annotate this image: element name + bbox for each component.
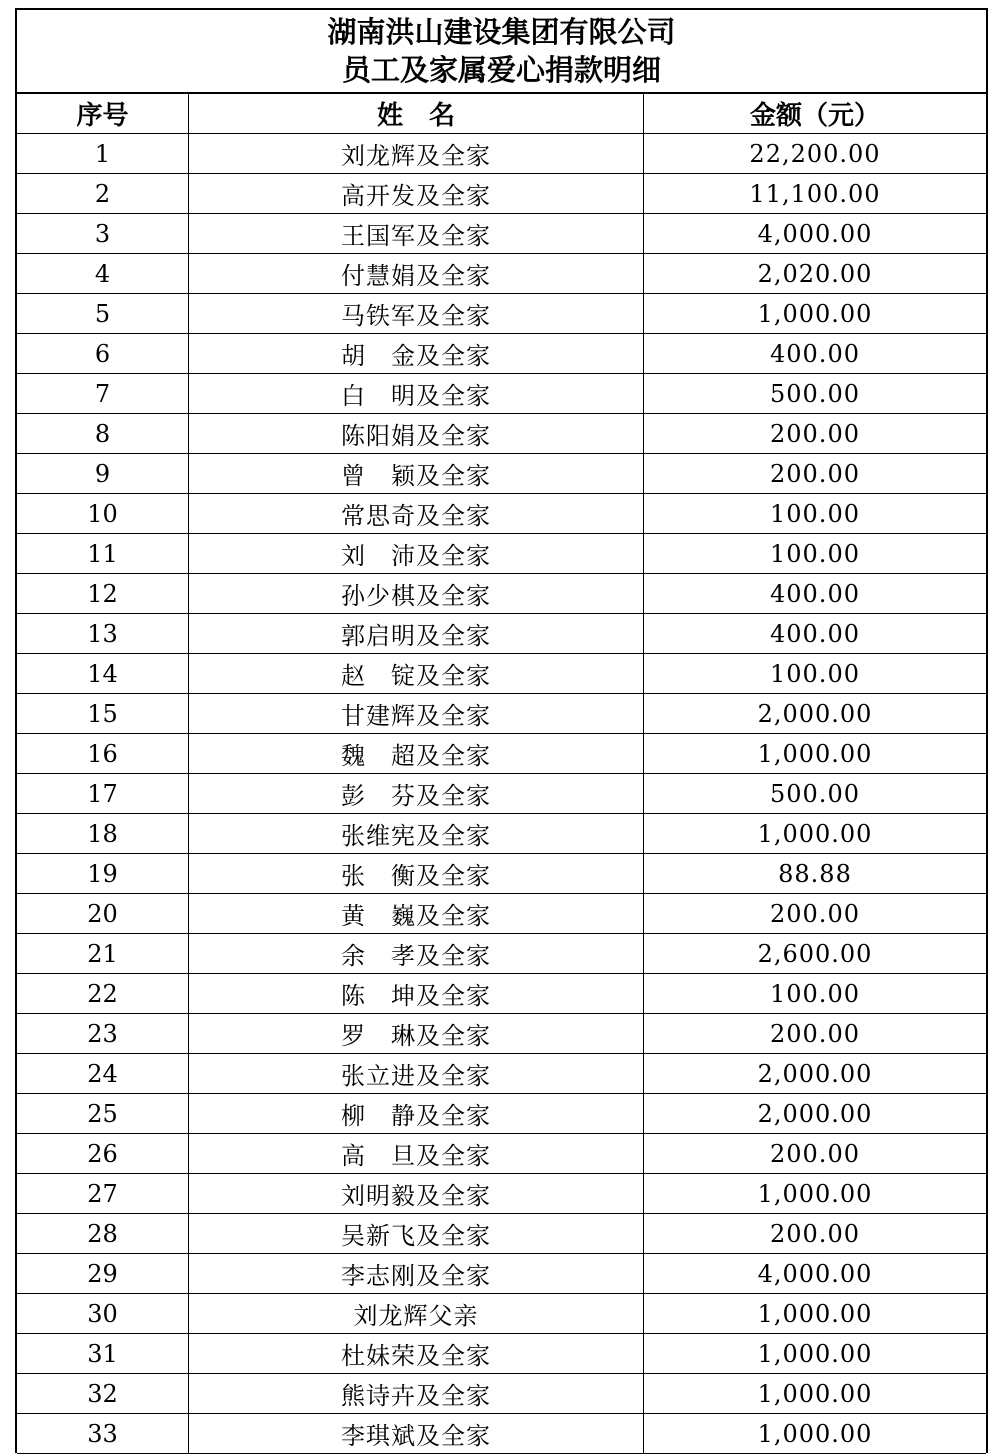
- header-no: 序号: [17, 94, 189, 133]
- table-row: [17, 494, 986, 534]
- donation-amount: 4,000.00: [757, 219, 873, 248]
- table-row: [17, 534, 986, 574]
- donor-name: 张 衡及全家: [189, 854, 644, 893]
- row-number: 26: [17, 1134, 189, 1173]
- donation-amount: 1,000.00: [757, 299, 873, 328]
- table-row: [17, 934, 986, 974]
- row-number: 7: [17, 374, 189, 413]
- donation-amount: 200.00: [770, 1019, 860, 1048]
- table-row: [17, 334, 986, 374]
- table-row: [17, 974, 986, 1014]
- row-number: 11: [17, 534, 189, 573]
- table-row: [17, 1374, 986, 1414]
- row-number: 3: [17, 214, 189, 253]
- donation-amount: 200.00: [770, 1139, 860, 1168]
- donation-amount: 500.00: [770, 379, 860, 408]
- table-row: [17, 774, 986, 814]
- row-number: 12: [17, 574, 189, 613]
- donor-name: 柳 静及全家: [189, 1094, 644, 1133]
- donor-name: 付慧娟及全家: [189, 254, 644, 293]
- row-number: 4: [17, 254, 189, 293]
- table-title: [17, 10, 986, 94]
- donor-name: 常思奇及全家: [189, 494, 644, 533]
- table-row: [17, 454, 986, 494]
- table-row: [17, 614, 986, 654]
- table-row: [17, 1334, 986, 1374]
- donation-amount: 400.00: [770, 619, 860, 648]
- table-body: [17, 134, 986, 1454]
- row-number: 8: [17, 414, 189, 453]
- donor-name: 杜妹荣及全家: [189, 1334, 644, 1373]
- donation-amount: 1,000.00: [757, 739, 873, 768]
- donation-amount: 1,000.00: [757, 1339, 873, 1368]
- donation-amount: 22,200.00: [749, 139, 881, 168]
- row-number: 24: [17, 1054, 189, 1093]
- row-number: 30: [17, 1294, 189, 1333]
- table-row: [17, 214, 986, 254]
- donation-amount: 100.00: [770, 539, 860, 568]
- table-header-row: [17, 94, 986, 134]
- table-row: [17, 854, 986, 894]
- table-row: [17, 1214, 986, 1254]
- row-number: 33: [17, 1414, 189, 1453]
- donation-amount: 2,020.00: [757, 259, 873, 288]
- donor-name: 高 旦及全家: [189, 1134, 644, 1173]
- table-row: [17, 1014, 986, 1054]
- donation-amount: 400.00: [770, 339, 860, 368]
- donor-name: 孙少棋及全家: [189, 574, 644, 613]
- donor-name: 王国军及全家: [189, 214, 644, 253]
- donor-name: 高开发及全家: [189, 174, 644, 213]
- donor-name: 张立进及全家: [189, 1054, 644, 1093]
- donor-name: 郭启明及全家: [189, 614, 644, 653]
- donor-name: 李志刚及全家: [189, 1254, 644, 1293]
- donation-amount: 200.00: [770, 1219, 860, 1248]
- donor-name: 刘明毅及全家: [189, 1174, 644, 1213]
- donation-amount: 100.00: [770, 499, 860, 528]
- table-row: [17, 414, 986, 454]
- donor-name: 陈 坤及全家: [189, 974, 644, 1013]
- header-amount: 金额（元）: [749, 101, 880, 131]
- row-number: 29: [17, 1254, 189, 1293]
- donor-name: 张维宪及全家: [189, 814, 644, 853]
- donation-amount: 2,000.00: [757, 1059, 873, 1088]
- table-row: [17, 734, 986, 774]
- donor-name: 刘龙辉及全家: [189, 134, 644, 173]
- donation-amount: 11,100.00: [749, 179, 881, 208]
- row-number: 6: [17, 334, 189, 373]
- donor-name: 陈阳娟及全家: [189, 414, 644, 453]
- donation-amount: 1,000.00: [757, 1379, 873, 1408]
- donation-amount: 100.00: [770, 659, 860, 688]
- row-number: 31: [17, 1334, 189, 1373]
- row-number: 10: [17, 494, 189, 533]
- title-subtitle: 员工及家属爱心捐款明细: [341, 53, 661, 87]
- row-number: 27: [17, 1174, 189, 1213]
- donation-amount: 200.00: [770, 459, 860, 488]
- row-number: 5: [17, 294, 189, 333]
- table-row: [17, 1134, 986, 1174]
- donor-name: 曾 颖及全家: [189, 454, 644, 493]
- donation-amount: 500.00: [770, 779, 860, 808]
- table-row: [17, 1054, 986, 1094]
- row-number: 18: [17, 814, 189, 853]
- row-number: 15: [17, 694, 189, 733]
- donation-amount: 200.00: [770, 899, 860, 928]
- table-row: [17, 134, 986, 174]
- table-row: [17, 694, 986, 734]
- donor-name: 熊诗卉及全家: [189, 1374, 644, 1413]
- table-row: [17, 374, 986, 414]
- table-row: [17, 254, 986, 294]
- table-row: [17, 294, 986, 334]
- row-number: 17: [17, 774, 189, 813]
- donation-amount: 2,000.00: [757, 1099, 873, 1128]
- table-row: [17, 1174, 986, 1214]
- row-number: 32: [17, 1374, 189, 1413]
- row-number: 22: [17, 974, 189, 1013]
- row-number: 1: [17, 134, 189, 173]
- row-number: 21: [17, 934, 189, 973]
- table-row: [17, 1294, 986, 1334]
- table-row: [17, 1254, 986, 1294]
- donor-name: 吴新飞及全家: [189, 1214, 644, 1253]
- title-company: 湖南洪山建设集团有限公司: [327, 15, 676, 49]
- donation-amount: 88.88: [778, 859, 852, 888]
- donor-name: 李琪斌及全家: [189, 1414, 644, 1453]
- donation-amount: 1,000.00: [757, 819, 873, 848]
- donor-name: 魏 超及全家: [189, 734, 644, 773]
- donor-name: 白 明及全家: [189, 374, 644, 413]
- donation-amount: 2,000.00: [757, 699, 873, 728]
- donor-name: 甘建辉及全家: [189, 694, 644, 733]
- table-row: [17, 894, 986, 934]
- row-number: 16: [17, 734, 189, 773]
- table-row: [17, 174, 986, 214]
- donor-name: 罗 琳及全家: [189, 1014, 644, 1053]
- donation-amount: 1,000.00: [757, 1179, 873, 1208]
- donor-name: 彭 芬及全家: [189, 774, 644, 813]
- donation-amount: 4,000.00: [757, 1259, 873, 1288]
- donor-name: 余 孝及全家: [189, 934, 644, 973]
- table-row: [17, 1414, 986, 1454]
- donor-name: 黄 巍及全家: [189, 894, 644, 933]
- row-number: 9: [17, 454, 189, 493]
- table-row: [17, 814, 986, 854]
- row-number: 23: [17, 1014, 189, 1053]
- row-number: 20: [17, 894, 189, 933]
- row-number: 19: [17, 854, 189, 893]
- row-number: 14: [17, 654, 189, 693]
- header-name: 姓 名: [189, 94, 644, 133]
- donation-amount: 1,000.00: [757, 1419, 873, 1448]
- table-row: [17, 654, 986, 694]
- donor-name: 赵 锭及全家: [189, 654, 644, 693]
- table-row: [17, 1094, 986, 1134]
- donation-amount: 1,000.00: [757, 1299, 873, 1328]
- row-number: 13: [17, 614, 189, 653]
- donor-name: 刘 沛及全家: [189, 534, 644, 573]
- row-number: 2: [17, 174, 189, 213]
- donor-name: 胡 金及全家: [189, 334, 644, 373]
- donation-amount: 400.00: [770, 579, 860, 608]
- donor-name: 刘龙辉父亲: [189, 1294, 644, 1333]
- donor-name: 马铁军及全家: [189, 294, 644, 333]
- donation-amount: 2,600.00: [757, 939, 873, 968]
- donation-table: [15, 8, 988, 1453]
- table-row: [17, 574, 986, 614]
- donation-amount: 100.00: [770, 979, 860, 1008]
- donation-amount: 200.00: [770, 419, 860, 448]
- row-number: 28: [17, 1214, 189, 1253]
- row-number: 25: [17, 1094, 189, 1133]
